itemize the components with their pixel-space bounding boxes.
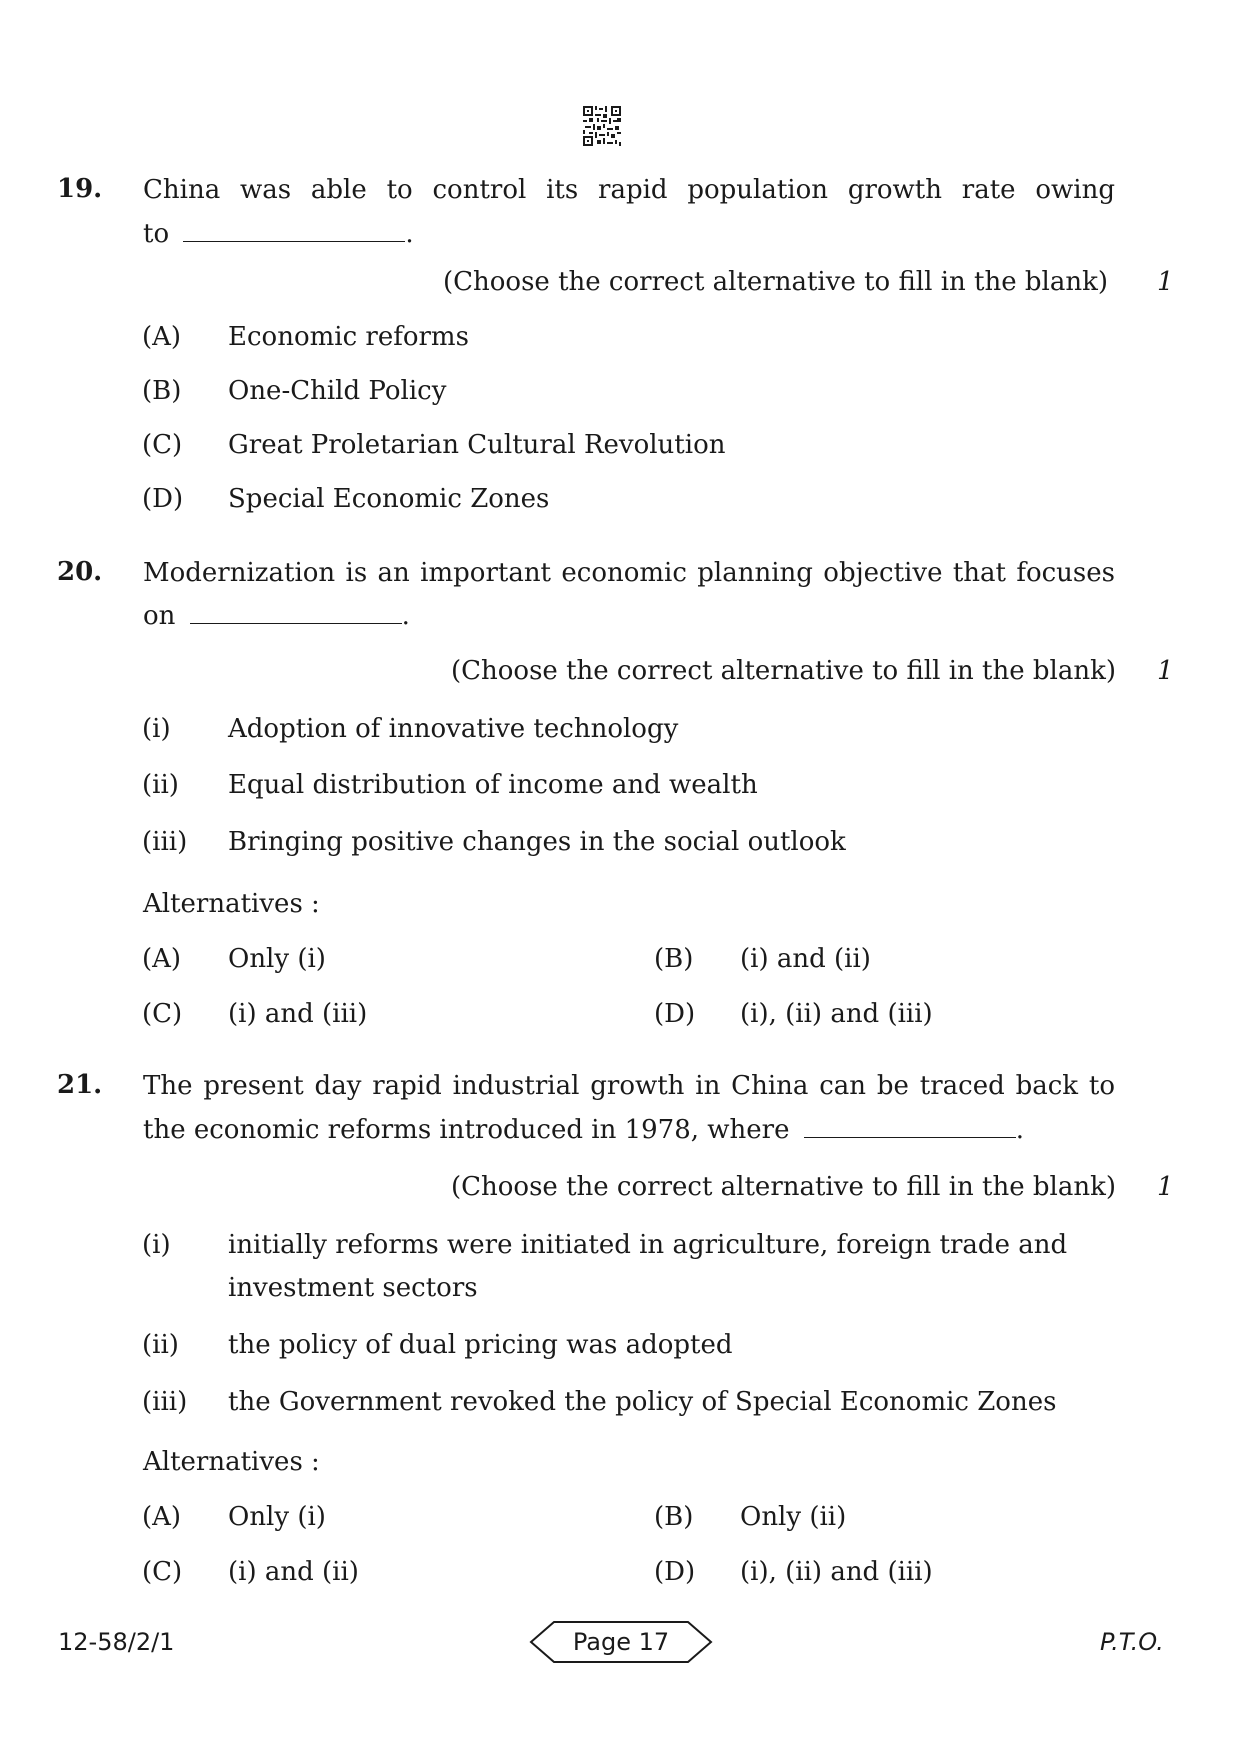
statement-text: Bringing positive changes in the social outlook — [228, 827, 846, 857]
question-number: 20. — [57, 557, 103, 587]
statement-text: initially reforms were initiated in agriculture, foreign trade and — [228, 1230, 1068, 1260]
option-text: Special Economic Zones — [228, 484, 550, 514]
pto-text: P.T.O. — [1100, 1628, 1164, 1656]
option-label: (C) — [142, 999, 183, 1029]
question-number: 21. — [57, 1070, 103, 1100]
question-text-line1: Modernization is an important economic planning objective that focuses — [143, 558, 1115, 588]
statement-text: Equal distribution of income and wealth — [228, 770, 758, 800]
option-text: (i) and (ii) — [228, 1557, 359, 1587]
instruction-text: (Choose the correct alternative to fill in the blank) — [451, 1172, 1116, 1202]
statement-label: (i) — [142, 1230, 171, 1260]
question-text-line1: China was able to control its rapid population growth rate owing — [143, 175, 1115, 205]
option-label: (A) — [142, 1502, 182, 1532]
paper-code: 12-58/2/1 — [58, 1628, 175, 1656]
option-label: (C) — [142, 430, 183, 460]
option-text: One-Child Policy — [228, 376, 447, 406]
option-text: (i), (ii) and (iii) — [740, 999, 933, 1029]
question-text-line1: The present day rapid industrial growth in China can be traced back to — [143, 1071, 1115, 1101]
marks: 1 — [1157, 656, 1174, 686]
fill-blank — [190, 605, 402, 624]
question-text-line2: to . — [143, 219, 414, 249]
option-label: (D) — [142, 484, 184, 514]
option-label: (A) — [142, 322, 182, 352]
option-text: (i) and (iii) — [228, 999, 368, 1029]
option-text: Only (ii) — [740, 1502, 847, 1532]
option-text: Only (i) — [228, 944, 326, 974]
option-label: (B) — [142, 376, 182, 406]
option-label: (B) — [654, 944, 694, 974]
statement-label: (iii) — [142, 1387, 188, 1417]
instruction-text: (Choose the correct alternative to fill in the blank) — [443, 267, 1108, 297]
option-label: (A) — [142, 944, 182, 974]
option-label: (D) — [654, 1557, 696, 1587]
option-label: (B) — [654, 1502, 694, 1532]
alternatives-heading: Alternatives : — [143, 889, 320, 919]
instruction-text: (Choose the correct alternative to fill in the blank) — [451, 656, 1116, 686]
statement-label: (ii) — [142, 770, 179, 800]
question-number: 19. — [57, 174, 103, 204]
qr-code-icon — [583, 106, 621, 146]
statement-label: (ii) — [142, 1330, 179, 1360]
marks: 1 — [1157, 1172, 1174, 1202]
option-text: (i), (ii) and (iii) — [740, 1557, 933, 1587]
statement-text: the policy of dual pricing was adopted — [228, 1330, 733, 1360]
option-text: Only (i) — [228, 1502, 326, 1532]
statement-text-cont: investment sectors — [228, 1273, 478, 1303]
option-label: (C) — [142, 1557, 183, 1587]
alternatives-heading: Alternatives : — [143, 1447, 320, 1477]
statement-label: (iii) — [142, 827, 188, 857]
question-text-line2: the economic reforms introduced in 1978, where . — [143, 1115, 1025, 1145]
question-text-line2: on . — [143, 601, 410, 631]
option-label: (D) — [654, 999, 696, 1029]
option-text: (i) and (ii) — [740, 944, 871, 974]
marks: 1 — [1157, 267, 1174, 297]
option-text: Economic reforms — [228, 322, 469, 352]
page-number: Page 17 — [572, 1628, 670, 1656]
fill-blank — [183, 223, 405, 242]
statement-label: (i) — [142, 714, 171, 744]
fill-blank — [804, 1119, 1016, 1138]
statement-text: the Government revoked the policy of Special Economic Zones — [228, 1387, 1057, 1417]
statement-text: Adoption of innovative technology — [228, 714, 679, 744]
option-text: Great Proletarian Cultural Revolution — [228, 430, 726, 460]
